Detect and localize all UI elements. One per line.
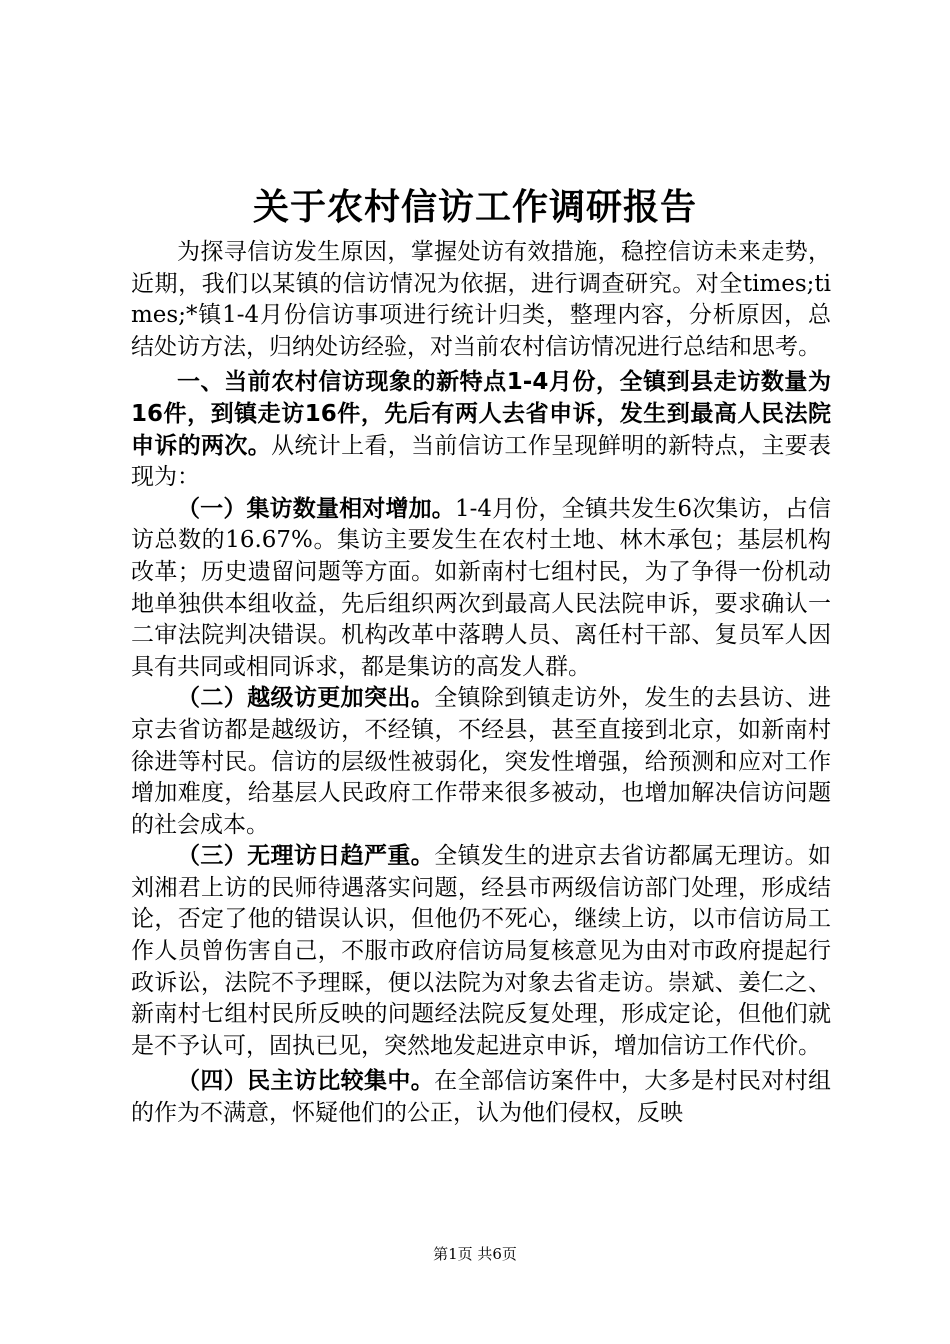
point-3-lead: （三）无理访日趋严重。 <box>177 843 435 870</box>
point-1-lead: （一）集访数量相对增加。 <box>177 495 455 522</box>
point-3-text: 全镇发生的进京去省访都属无理访。如刘湘君上访的民师待遇落实问题，经县市两级信访部门处理，形成结论，否定了他的错误认识，但他仍不死心，继续上访，以市信访局工作人员曾伤害自己，不服市政府信访局复核意见为由对市政府提起行政诉讼，法院不予理睬，便以法院为对象去省走访。崇斌、姜仁之、新南村七组村民所反映的问题经法院反复处理，形成定论，但他们就是不予认可，固执已见，突然地发起进京申诉，增加信访工作代价。 <box>131 843 832 1059</box>
point-2-lead: （二）越级访更加突出。 <box>177 685 435 712</box>
point-1-text: 1-4月份，全镇共发生6次集访，占信访总数的16.67%。集访主要发生在农村土地、林木承包；基层机构改革；历史遗留问题等方面。如新南村七组村民，为了争得一份机动地单独供本组收益，先后组织两次到最高人民法院申诉，要求确认一二审法院判决错误。机构改革中落聘人员、离任村干部、复员军人因具有共同或相同诉求，都是集访的高发人群。 <box>131 495 832 680</box>
section-1-heading: 一、当前农村信访现象的新特点1-4月份，全镇到县走访数量为16件，到镇走访16件，先后有两人去省申诉，发生到最高人民法院申诉的两次。 <box>131 369 831 459</box>
point-2-text: 全镇除到镇走访外，发生的去县访、进京去省访都是越级访，不经镇，不经县，甚至直接到北京，如新南村徐进等村民。信访的层级性被弱化，突发性增强，给预测和应对工作增加难度，给基层人民政府工作带来很多被动，也增加解决信访问题的社会成本。 <box>131 685 832 838</box>
section-1-paragraph <box>131 367 831 493</box>
section-1-text: 从统计上看，当前信访工作呈现鲜明的新特点，主要表现为： <box>131 432 832 491</box>
document-body <box>131 237 831 1130</box>
point-2-paragraph <box>131 683 831 841</box>
document-title: 关于农村信访工作调研报告 <box>252 187 697 228</box>
point-3-paragraph <box>131 841 831 1062</box>
point-4-text: 在全部信访案件中，大多是村民对村组的作为不满意，怀疑他们的公正，认为他们侵权，反映 <box>131 1068 832 1127</box>
point-4-paragraph <box>131 1066 831 1129</box>
point-1-paragraph <box>131 494 831 684</box>
intro-paragraph: 为探寻信访发生原因，掌握处访有效措施，稳控信访未来走势，近期，我们以某镇的信访情况为依据，进行调查研究。对全times;times;*镇1-4月份信访事项进行统计归类，整理内容，分析原因，总结处访方法，归纳处访经验，对当前农村信访情况进行总结和思考。 <box>131 239 831 360</box>
point-4-lead: （四）民主访比较集中。 <box>177 1068 435 1095</box>
page-number-footer: 第1页 共6页 <box>433 1245 517 1263</box>
